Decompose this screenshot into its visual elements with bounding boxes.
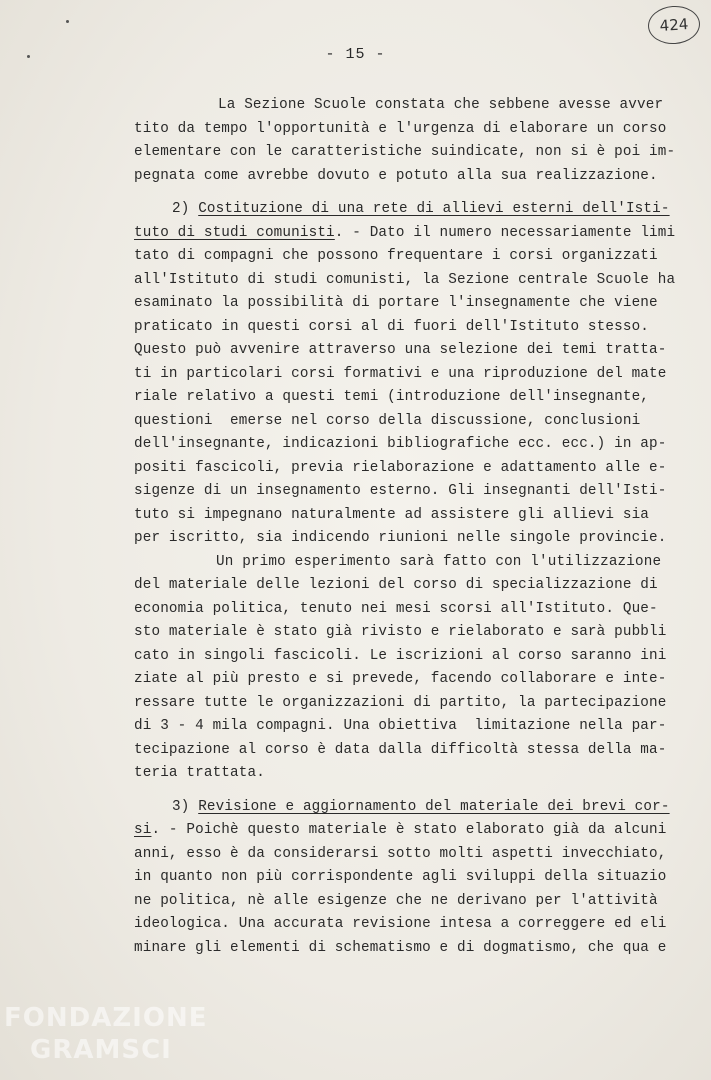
text-line: di 3 - 4 mila compagni. Una obiettiva limitazione nella par- [134,718,667,734]
watermark-line2: GRAMSCI [30,1035,172,1065]
text-body [134,94,676,960]
text-line: ziate al più presto e si prevede, facendo collaborare e inte- [134,671,667,687]
text-line: teria trattata. [134,765,265,781]
text-line: anni, esso è da considerarsi sotto molti aspetti invecchiato, [134,845,667,862]
text-line: per iscritto, sia indicendo riunioni nelle singole provincie. [134,530,667,546]
margin-mark [27,55,30,58]
text-line [134,198,670,222]
text-line: tuto si impegnano naturalmente ad assistere gli allievi sia [134,506,650,523]
text-line [134,819,667,843]
text-line: minare gli elementi di schematismo e di dogmatismo, che qua e [134,939,667,956]
text-line [134,796,670,820]
text-line: tato di compagni che possono frequentare i corsi organizzati [134,248,658,264]
text-line: sto materiale è stato già rivisto e rielaborato e sarà pubbli [134,624,667,640]
text-segment: . - Poichè questo materiale è stato elaborato già da alcuni [151,822,667,838]
text-line: praticato in questi corsi al di fuori dell'Istituto stesso. [134,318,650,335]
paragraph-gap [134,786,664,796]
text-line: ressare tutte le organizzazioni di partito, la partecipazione [134,694,667,711]
watermark [4,1002,207,1066]
section-heading: si [134,822,152,838]
text-line: pegnata come avrebbe dovuto e potuto alla sua realizzazione. [134,167,658,184]
section-heading: Costituzione di una rete di allievi esterni dell'Isti- [198,201,670,217]
text-line: del materiale delle lezioni del corso di specializzazione di [134,577,658,593]
text-line: sigenze di un insegnamento esterno. Gli insegnanti dell'Isti- [134,483,667,499]
text-line: Un primo esperimento sarà fatto con l'utilizzazione [216,553,662,570]
text-line: all'Istituto di studi comunisti, la Sezione centrale Scuole ha [134,271,676,288]
text-line: La Sezione Scuole constata che sebbene avesse avver [218,97,664,113]
text-segment: 3) [172,798,199,815]
text-segment: . - Dato il numero necessariamente limi [334,224,676,241]
watermark-line1: FONDAZIONE [4,1003,208,1033]
text-line: cato in singoli fascicoli. Le iscrizioni al corso saranno ini [134,647,667,664]
archive-stamp: 424 [647,4,702,46]
section-heading: tuto di studi comunisti [134,224,335,241]
page-number: - 15 - [325,46,386,63]
text-line: tecipazione al corso è data dalla difficoltà stessa della ma- [134,741,667,758]
text-segment: 2) [172,201,199,217]
text-line: in quanto non più corrispondente agli sviluppi della situazio [134,869,667,885]
text-line: elementare con le caratteristiche suindicate, non si è poi im- [134,144,676,160]
text-line: riale relativo a questi temi (introduzione dell'insegnante, [134,389,650,405]
text-line: ti in particolari corsi formativi e una riproduzione del mate [134,365,667,382]
text-line: ne politica, nè alle esigenze che ne derivano per l'attività [134,892,658,909]
text-line: economia politica, tenuto nei mesi scorsi all'Istituto. Que- [134,600,658,617]
text-line: esaminato la possibilità di portare l'insegnamente che viene [134,295,658,311]
text-line: tito da tempo l'opportunità e l'urgenza di elaborare un corso [134,120,667,137]
paragraph-gap [134,188,664,198]
text-line: dell'insegnante, indicazioni bibliografiche ecc. ecc.) in ap- [134,436,667,452]
text-line: Questo può avvenire attraverso una selezione dei temi tratta- [134,342,667,358]
margin-mark [66,20,69,23]
section-heading: Revisione e aggiornamento del materiale dei brevi cor- [198,798,670,815]
text-line: ideologica. Una accurata revisione intesa a correggere ed eli [134,916,667,932]
text-line: positi fascicoli, previa rielaborazione e adattamento alle e- [134,459,667,476]
text-line: questioni emerse nel corso della discussione, conclusioni [134,412,641,429]
text-line [134,222,676,246]
